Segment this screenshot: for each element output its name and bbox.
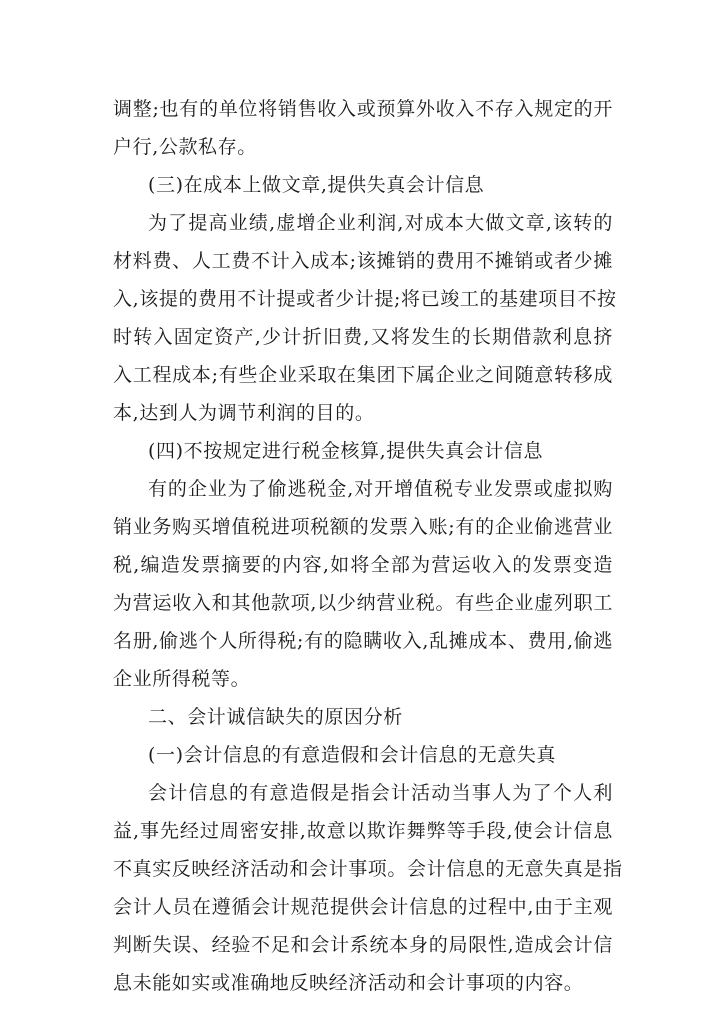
body-text-line: 不真实反映经济活动和会计事项。会计信息的无意失真是指 — [113, 858, 623, 880]
body-text-line: 调整;也有的单位将销售收入或预算外收入不存入规定的开 — [113, 98, 613, 120]
body-text-line: 入,该提的费用不计提或者少计提;将已竣工的基建项目不按 — [113, 288, 617, 310]
body-text-line: 有的企业为了偷逃税金,对开增值税专业发票或虚拟购 — [148, 478, 613, 500]
body-text-line: 息未能如实或准确地反映经济活动和会计事项的内容。 — [113, 972, 584, 994]
section-heading: (三)在成本上做文章,提供失真会计信息 — [148, 174, 485, 196]
section-heading: (四)不按规定进行税金核算,提供失真会计信息 — [148, 440, 544, 462]
body-text-line: 户行,公款私存。 — [113, 136, 257, 158]
body-text-line: 材料费、人工费不计入成本;该摊销的费用不摊销或者少摊 — [113, 250, 613, 272]
chapter-heading: 二、会计诚信缺失的原因分析 — [148, 706, 403, 728]
body-text-line: 会计人员在遵循会计规范提供会计信息的过程中,由于主观 — [113, 896, 613, 918]
body-text-line: 为营运收入和其他款项,以少纳营业税。有些企业虚列职工 — [113, 592, 613, 614]
body-text-line: 时转入固定资产,少计折旧费,又将发生的长期借款利息挤 — [113, 326, 613, 348]
body-text-line: 本,达到人为调节利润的目的。 — [113, 402, 375, 424]
section-heading: (一)会计信息的有意造假和会计信息的无意失真 — [148, 744, 557, 766]
body-text-line: 税,编造发票摘要的内容,如将全部为营运收入的发票变造 — [113, 554, 613, 576]
body-text-line: 销业务购买增值税进项税额的发票入账;有的企业偷逃营业 — [113, 516, 613, 538]
body-text-line: 会计信息的有意造假是指会计活动当事人为了个人利 — [148, 782, 613, 804]
body-text-line: 为了提高业绩,虚增企业利润,对成本大做文章,该转的 — [148, 212, 613, 234]
body-text-line: 入工程成本;有些企业采取在集团下属企业之间随意转移成 — [113, 364, 613, 386]
body-text-line: 益,事先经过周密安排,故意以欺诈舞弊等手段,使会计信息 — [113, 820, 613, 842]
body-text-line: 名册,偷逃个人所得税;有的隐瞒收入,乱摊成本、费用,偷逃 — [113, 630, 613, 652]
body-text-line: 判断失误、经验不足和会计系统本身的局限性,造成会计信 — [113, 934, 613, 956]
body-text-line: 企业所得税等。 — [113, 668, 251, 690]
